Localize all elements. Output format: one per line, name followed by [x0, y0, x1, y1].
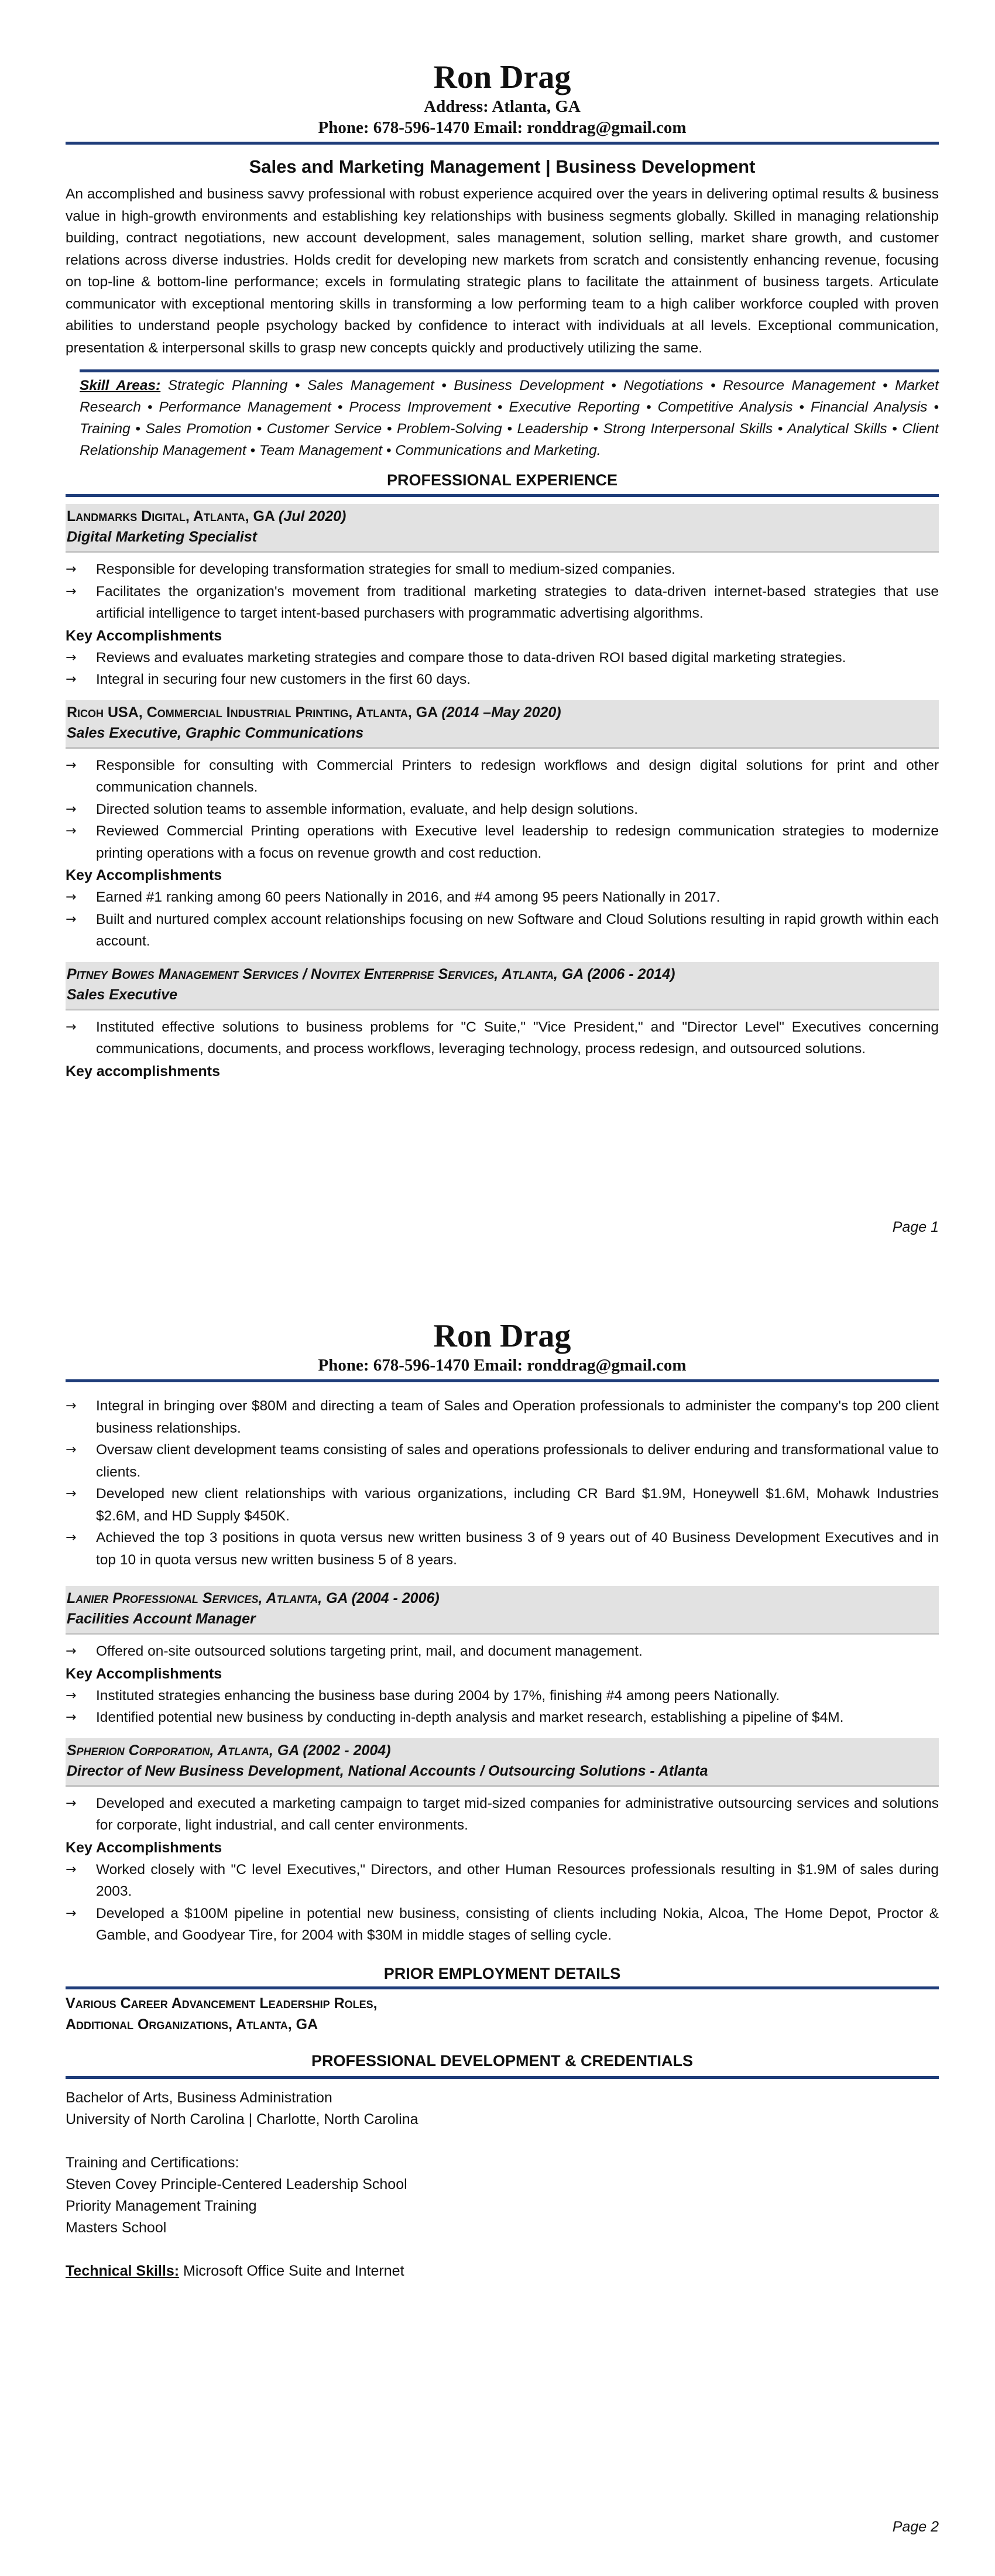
page-number: Page 2 — [892, 2519, 939, 2535]
key-accomplishments-label: Key Accomplishments — [66, 1839, 222, 1856]
arrow-icon: → — [66, 1019, 77, 1034]
list-item: → Responsible for developing transformation strategies for small to medium-sized companies. — [66, 559, 939, 581]
job-header — [66, 504, 939, 553]
arrow-icon: → — [66, 1399, 77, 1413]
list-item: → Integral in securing four new customers in the first 60 days. — [66, 669, 939, 691]
list-item: → Built and nurtured complex account relationships focusing on new Software and Cloud Solutions resulting in rapid growth within each account. — [66, 909, 939, 953]
arrow-icon: → — [66, 890, 77, 905]
arrow-icon: → — [66, 672, 77, 687]
arrow-icon: → — [66, 562, 77, 577]
key-accomplishments-label: Key Accomplishments — [66, 867, 222, 883]
technical-skills — [66, 2260, 939, 2282]
job-company: Pitney Bowes Management Services / Novitex Enterprise Services, Atlanta, GA (2006 - 2014) — [67, 965, 675, 982]
key-accomplishments-label: Key Accomplishments — [66, 627, 222, 644]
job-company — [67, 506, 935, 527]
job-company: Lanier Professional Services, Atlanta, GA (2004 - 2006) — [67, 1590, 440, 1606]
school: University of North Carolina | Charlotte, North Carolina — [66, 2111, 418, 2128]
professional-development-title: PROFESSIONAL DEVELOPMENT & CREDENTIALS — [311, 2051, 694, 2070]
duty-list — [66, 1016, 939, 1060]
experience-divider — [66, 494, 939, 497]
arrow-icon: → — [66, 1644, 77, 1659]
list-item: → Earned #1 ranking among 60 peers Nationally in 2016, and #4 among 95 peers Nationally in 2017. — [66, 886, 939, 909]
pd-divider — [66, 2076, 939, 2079]
arrow-icon: → — [66, 1530, 77, 1545]
headline: Sales and Marketing Management | Business Development — [249, 156, 756, 177]
arrow-icon: → — [66, 1906, 77, 1921]
list-item: → Identified potential new business by conducting in-depth analysis and market research, establishing a pipeline of $4M. — [66, 1707, 939, 1729]
arrow-icon: → — [66, 584, 77, 599]
header-divider — [66, 142, 939, 145]
experience-section-title: PROFESSIONAL EXPERIENCE — [386, 471, 618, 489]
arrow-icon: → — [66, 1710, 77, 1725]
arrow-icon: → — [66, 1862, 77, 1877]
list-item: → Responsible for consulting with Commercial Printers to redesign workflows and design digital solutions for print and other communication channels. — [66, 755, 939, 799]
training-item: Priority Management Training — [66, 2197, 257, 2214]
job-company — [67, 703, 935, 723]
list-item: → Oversaw client development teams consisting of sales and operations professionals to deliver enduring and transformational value to clients. — [66, 1439, 939, 1483]
job-dates: (Jul 2020) — [279, 508, 346, 525]
duty-list — [66, 1640, 939, 1663]
list-item: → Integral in bringing over $80M and directing a team of Sales and Operation professionals to administer the company's top 200 client business relationships. — [66, 1395, 939, 1439]
skill-areas-list: Strategic Planning • Sales Management • Business Development • Negotiations • Resource Management • Market Research • Performance Management • Process Improvement • Executive Reporting • Competitive Analysis • Financial Analysis • Training • Sales Promotion • Customer Service • Problem-Solving • Leadership • Strong Interpersonal Skills • Analytical Skills • Client Relationship Management • Team Management • Communications and Marketing. — [80, 378, 939, 458]
job-dates: (2014 –May 2020) — [441, 704, 561, 721]
arrow-icon: → — [66, 801, 77, 817]
resume-page-1 — [66, 59, 939, 1083]
arrow-icon: → — [66, 1688, 77, 1703]
accomplishment-list — [66, 1685, 939, 1729]
contact-line: Phone: 678-596-1470 Email: ronddrag@gmail.com — [318, 118, 687, 137]
prior-roles-line: Various Career Advancement Leadership Roles, — [66, 1995, 378, 2012]
job-title: Sales Executive, Graphic Communications — [67, 724, 364, 741]
duty-list — [66, 1793, 939, 1837]
job-landmarks-digital — [66, 504, 939, 691]
skill-areas-label: Skill Areas: — [80, 378, 161, 393]
key-accomplishments-label: Key Accomplishments — [66, 1665, 222, 1682]
accomplishment-list — [66, 886, 939, 953]
company-name: Ricoh USA, Commercial Industrial Printing, Atlanta, GA — [67, 704, 438, 721]
list-item: → Instituted strategies enhancing the business base during 2004 by 17%, finishing #4 among peers Nationally. — [66, 1685, 939, 1707]
accomplishment-list — [66, 647, 939, 691]
list-item: → Worked closely with "C level Executives," Directors, and other Human Resources professionals resulting in $1.9M of sales during 2003. — [66, 1859, 939, 1903]
arrow-icon: → — [66, 912, 77, 927]
summary-paragraph: An accomplished and business savvy professional with robust experience acquired over the years in delivering optimal results & business value in high-growth environments and establishing key relationships with business segments globally. Skilled in managing relationship building, contract negotiations, new account development, sales management, solution selling, market share growth, and customer relations across diverse industries. Holds credit for developing new markets from scratch and consistently enhancing revenue, focusing on top-line & bottom-line performance; excels in formulating strategic plans to facilitate the attainment of business targets. Articulate communicator with exceptional mentoring skills in transforming a low performing team to a high caliber workforce coupled with proven abilities to understand people psychology backed by confidence to interact with individuals at all levels. Exceptional communication, presentation & interpersonal skills to grasp new concepts quickly and productively utilizing the same. — [66, 186, 939, 356]
continued-accomplishment-list — [66, 1395, 939, 1571]
skills-divider — [80, 369, 939, 372]
training-item: Masters School — [66, 2219, 167, 2236]
prior-divider — [66, 1986, 939, 1989]
arrow-icon: → — [66, 824, 77, 838]
arrow-icon: → — [66, 650, 77, 665]
list-item: → Achieved the top 3 positions in quota versus new written business 3 of 9 years out of 40 Business Development Executives and in top 10 in quota versus new written business 5 of 8 years. — [66, 1527, 939, 1571]
list-item: → Reviews and evaluates marketing strategies and compare those to data-driven ROI based digital marketing strategies. — [66, 647, 939, 669]
list-item: → Developed a $100M pipeline in potential new business, consisting of clients including Nokia, Alcoa, The Home Depot, Proctor & Gamble, and Goodyear Tire, for 2004 with $30M in middle stages of selling cycle. — [66, 1903, 939, 1947]
list-item: → Reviewed Commercial Printing operations with Executive level leadership to redesign communication strategies to modernize printing operations with a focus on revenue growth and cost reduction. — [66, 820, 939, 864]
list-item: → Developed new client relationships with various organizations, including CR Bard $1.9M, Honeywell $1.6M, Mohawk Industries $2.6M, and HD Supply $450K. — [66, 1483, 939, 1527]
training-item: Steven Covey Principle-Centered Leadership School — [66, 2176, 407, 2193]
job-title: Sales Executive — [67, 986, 178, 1003]
arrow-icon: → — [66, 758, 77, 773]
job-company: Spherion Corporation, Atlanta, GA (2002 - 2004) — [67, 1742, 391, 1759]
header-divider — [66, 1379, 939, 1382]
job-header — [66, 962, 939, 1010]
job-lanier — [66, 1586, 939, 1729]
list-item: → Developed and executed a marketing campaign to target mid-sized companies for administrative outsourcing services and solutions for corporate, light industrial, and call center environments. — [66, 1793, 939, 1837]
page-number: Page 1 — [892, 1219, 939, 1235]
arrow-icon: → — [66, 1443, 77, 1457]
technical-skills-label: Technical Skills: — [66, 2262, 180, 2279]
list-item: → Facilitates the organization's movement from traditional marketing strategies to data-driven internet-based strategies that use artificial intelligence to target intent-based purchasers with programmatic advertising algorithms. — [66, 581, 939, 625]
resume-name: Ron Drag — [433, 59, 571, 95]
prior-employment-title: PRIOR EMPLOYMENT DETAILS — [383, 1964, 621, 1982]
resume-name: Ron Drag — [433, 1318, 571, 1354]
list-item: → Instituted effective solutions to business problems for "C Suite," "Vice President," and "Director Level" Executives concerning communications, documents, and process workflows, leveraging technology, process redesign, and outsourced solutions. — [66, 1016, 939, 1060]
contact-line: Phone: 678-596-1470 Email: ronddrag@gmail.com — [318, 1356, 687, 1375]
technical-skills-value: Microsoft Office Suite and Internet — [179, 2262, 404, 2279]
resume-page-2 — [66, 1317, 939, 2282]
arrow-icon: → — [66, 1486, 77, 1501]
job-header — [66, 1738, 939, 1787]
degree: Bachelor of Arts, Business Administration — [66, 2089, 332, 2106]
accomplishment-list — [66, 1859, 939, 1947]
duty-list — [66, 755, 939, 865]
company-name: Landmarks Digital, Atlanta, GA — [67, 508, 275, 525]
duty-list — [66, 559, 939, 625]
list-item: → Offered on-site outsourced solutions targeting print, mail, and document management. — [66, 1640, 939, 1663]
address-line: Address: Atlanta, GA — [424, 97, 581, 116]
prior-organizations-line: Additional Organizations, Atlanta, GA — [66, 2016, 318, 2033]
list-item: → Directed solution teams to assemble information, evaluate, and help design solutions. — [66, 799, 939, 821]
arrow-icon: → — [66, 1796, 77, 1811]
job-title: Director of New Business Development, National Accounts / Outsourcing Solutions - Atlanta — [67, 1762, 708, 1779]
training-label: Training and Certifications: — [66, 2154, 239, 2171]
job-title: Digital Marketing Specialist — [67, 529, 258, 545]
job-pitney-bowes — [66, 962, 939, 1083]
key-accomplishments-label: Key accomplishments — [66, 1063, 220, 1080]
job-header — [66, 700, 939, 749]
job-ricoh-usa — [66, 700, 939, 953]
job-title: Facilities Account Manager — [67, 1611, 256, 1627]
job-spherion — [66, 1738, 939, 1947]
job-header — [66, 1586, 939, 1635]
skill-areas — [80, 375, 939, 461]
